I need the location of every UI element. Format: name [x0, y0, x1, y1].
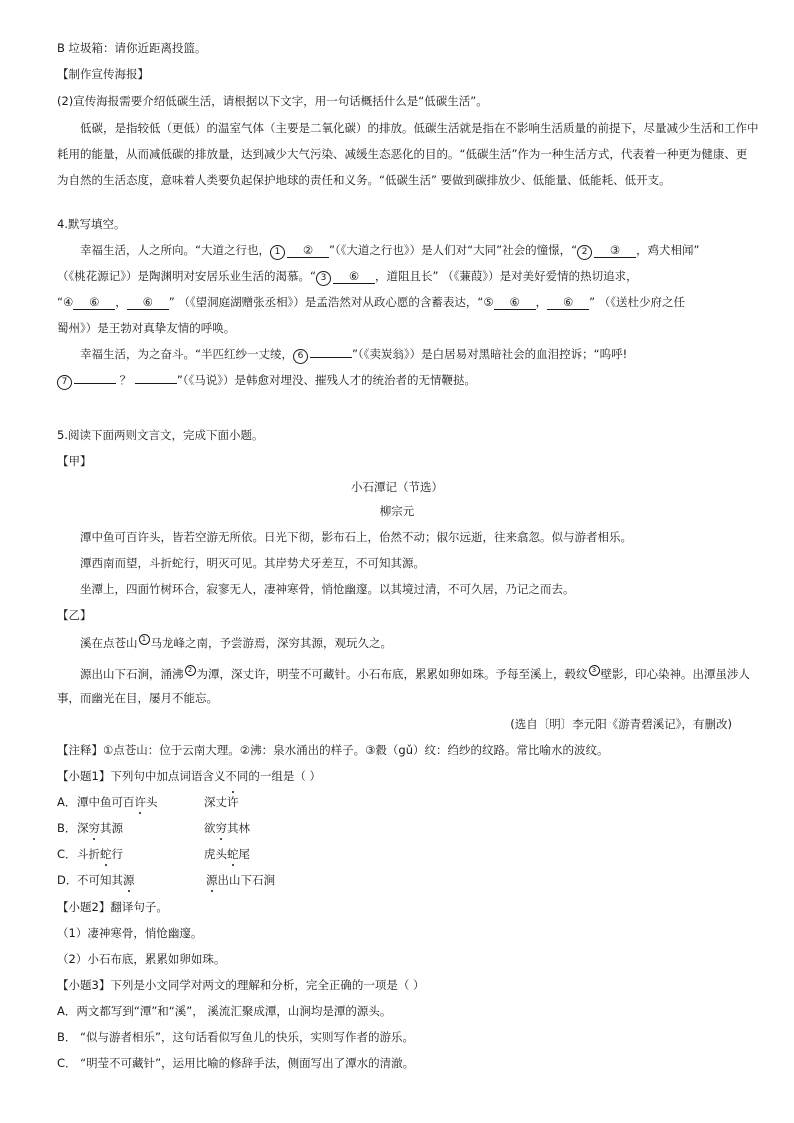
sq3-option-a: A．两文都写到“潭”和“溪”， 溪流汇聚成潭，山涧均是潭的源头。 [57, 1004, 392, 1018]
option-c-label: C． [57, 847, 77, 861]
subquestion-1: 【小题1】下列句中加点词语含义不同的一组是（ ） [57, 769, 321, 783]
option-c-right: 虎头蛇尾 [204, 847, 250, 861]
jia-para-1: 潭中鱼可百许头，皆若空游无所依。日光下彻，影布石上，佁然不动；俶尔远逝，往来翕忽。似与游者相乐。 [80, 530, 632, 544]
jia-para-2: 潭西南而望，斗折蛇行，明灭可见。其岸势犬牙差互，不可知其源。 [80, 556, 425, 570]
blank: ② [287, 244, 329, 258]
blank [74, 383, 116, 384]
q4-line-1: 幸福生活，人之所向。“大道之行也， 1 ② ”（《大道之行也》）是人们对“大同”社会的憧憬，“ 2 ③ ，鸡犬相闻” [80, 242, 744, 260]
yi-para-2: 源出山下石涧，涌沸 $^2$ 为潭，深丈许，明莹不可藏针。小石布底，累累如卵如珠。予每至溪上，毂纹 $^3$ 壁影，印心染神。出潭虽涉人 [80, 666, 750, 681]
translate-2: （2）小石布底，累累如卵如珠。 [57, 952, 226, 966]
question-2: (2)宣传海报需要介绍低碳生活，请根据以下文字，用一句话概括什么是“低碳生活”。 [57, 94, 488, 108]
subquestion-3: 【小题3】下列是小文同学对两文的理解和分析，完全正确的一项是（ ） [57, 978, 425, 992]
option-a-left: 潭中鱼可百许头 [77, 795, 158, 809]
option-d-label: D． [57, 873, 78, 887]
blank: ⑥ [333, 270, 375, 284]
question-5-title: 5.阅读下面两则文言文，完成下面小题。 [57, 428, 264, 442]
blank: ⑥ [127, 296, 169, 310]
option-b-right: 欲穷其林 [204, 821, 250, 835]
yi-para-3: 事，而幽光在目，屡月不能忘。 [57, 691, 218, 705]
lowcarbon-para-3: 为自然的生活态度，意味着人类要负起保护地球的责任和义务。“低碳生活” 要做到碳排放少、低能量、低能耗、低开支。 [57, 173, 671, 187]
jia-para-3: 坐潭上，四面竹树环合，寂寥无人，凄神寒骨，悄怆幽邃。以其境过清，不可久居，乃记之而去。 [80, 582, 575, 596]
sq3-option-b: B． “似与游者相乐”，这句话看似写鱼儿的快乐，实则写作者的游乐。 [57, 1030, 414, 1044]
q4-line-3: “④ ⑥ ， ⑥ ” （《望洞庭湖赠张丞相》）是孟浩然对从政心愿的含蓄表达，“⑤ ⑥ ， ⑥ ” （《送杜少府之任 [57, 295, 686, 309]
blank [135, 383, 177, 384]
poster-heading: 【制作宣传海报】 [57, 67, 149, 81]
passage-yi-label: 【乙】 [57, 608, 92, 622]
q4-line-2: （《桃花源记》）是陶渊明对安居乐业生活的渴慕。“ 3 ⑥ ，道阻且长” （《蒹葭》）是对美好爱情的热切追求， [57, 268, 744, 286]
option-d-left: 不可知其源 [77, 873, 135, 887]
blank: ⑥ [547, 296, 589, 310]
subquestion-2: 【小题2】翻译句子。 [57, 900, 168, 914]
option-a-label: A． [57, 795, 77, 809]
translate-1: （1）凄神寒骨，悄怆幽邃。 [57, 926, 203, 940]
option-b-label: B． [57, 821, 77, 835]
q4-line-5: 幸福生活，为之奋斗。“半匹红纱一丈绫， 6 ”（《卖炭翁》）是白居易对黑暗社会的血泪控诉；“呜呼! [80, 346, 744, 364]
option-d-right: 源出山下石涧 [206, 873, 275, 887]
option-b-left: 深穷其源 [77, 821, 123, 835]
passage-title: 小石潭记（节选） [351, 480, 443, 494]
question-4-title: 4.默写填空。 [57, 217, 126, 231]
blank: ⑥ [494, 296, 536, 310]
lowcarbon-para-1: 低碳，是指较低（更低）的温室气体（主要是二氧化碳）的排放。低碳生活就是指在不影响生活质量的前提下，尽量减少生活和工作中 [80, 121, 759, 135]
trash-bin-line: B 垃圾箱：请你近距离投篮。 [57, 41, 207, 55]
passage-jia-label: 【甲】 [57, 454, 92, 468]
lowcarbon-para-2: 耗用的能量，从而减低碳的排放量，达到减少大气污染、减缓生态恶化的目的。“低碳生活”作为一种生活方式，代表着一种更为健康、更 [57, 147, 748, 161]
blank [310, 357, 352, 358]
passage-author: 柳宗元 [379, 504, 415, 518]
option-a-right: 深丈许 [204, 795, 239, 809]
q4-line-6: 7 ？ ”（《马说》）是韩愈对埋没、摧残人才的统治者的无情鞭挞。 [57, 372, 744, 390]
yi-para-1: 溪在点苍山 $^1$ 马龙峰之南，予尝游焉，深穷其源，观玩久之。 [80, 635, 392, 650]
sq3-option-c: C． “明莹不可藏针”，运用比喻的修辞手法，侧面写出了潭水的清澈。 [57, 1056, 415, 1070]
blank: ⑥ [73, 296, 115, 310]
option-c-left: 斗折蛇行 [77, 847, 123, 861]
annotations: 【注释】①点苍山：位于云南大理。②沸：泉水涌出的样子。③縠（gǔ）纹：绉纱的纹路。常比喻水的波纹。 [57, 743, 609, 757]
q4-line-4: 蜀州》）是王勃对真挚友情的呼唤。 [57, 321, 236, 335]
source-citation: (选自〔明〕李元阳《游青碧溪记》，有删改) [510, 717, 732, 731]
blank: ③ [594, 244, 636, 258]
